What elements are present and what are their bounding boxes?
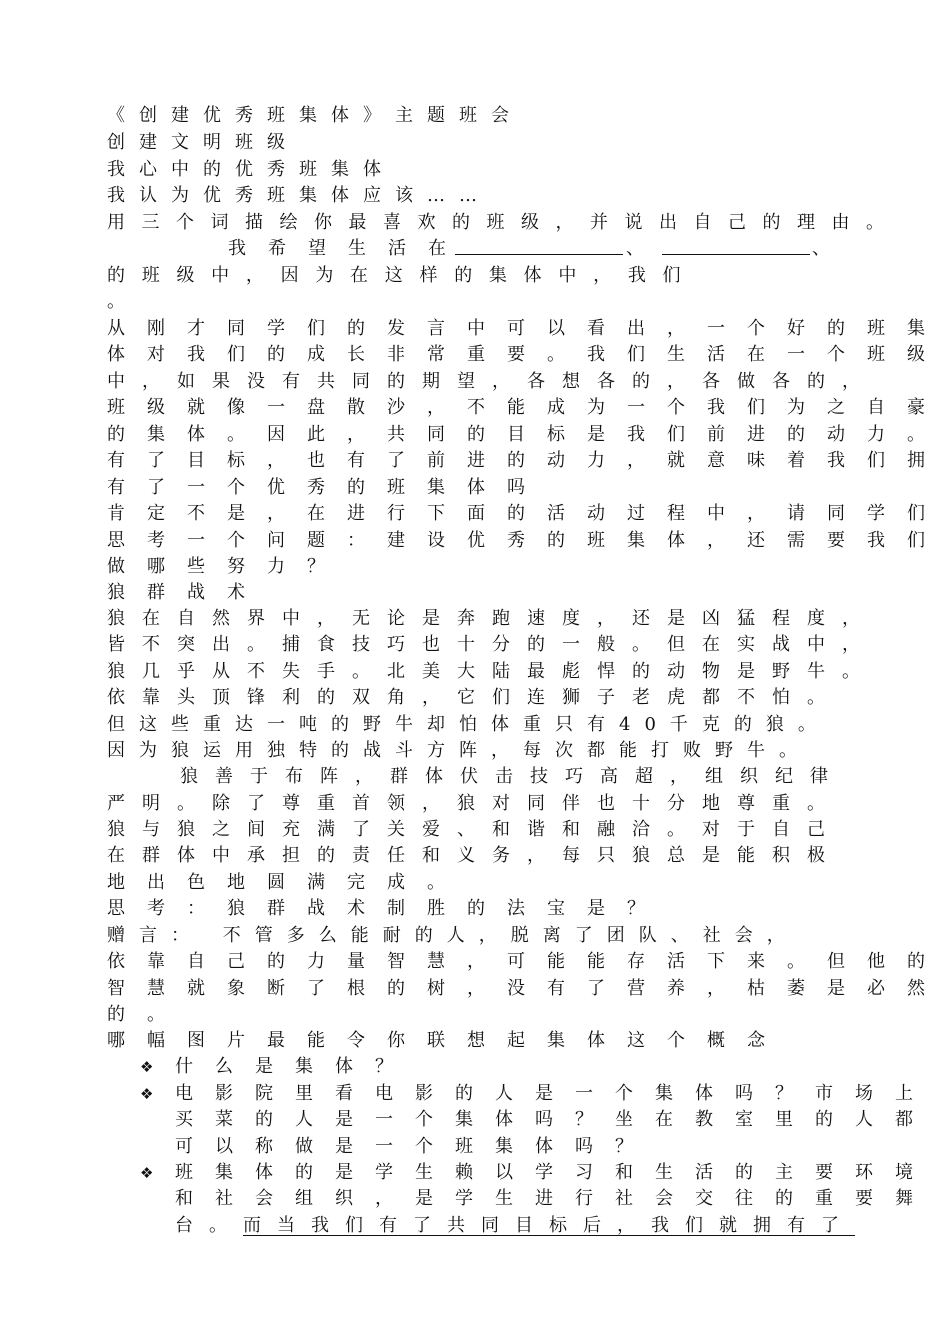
paragraph-line: 皆不突出。捕食技巧也十分的一般。但在实战中， [107, 634, 877, 655]
bullet-icon: ❖ [140, 1085, 154, 1103]
document-title: 《创建优秀班集体》主题班会 [107, 105, 523, 126]
question-line: 思考：狼群战术制胜的法宝是？ [107, 898, 667, 919]
paragraph-line: 思考一个问题：建设优秀的班集体，还需要我们 [107, 530, 947, 551]
paragraph-line: 体对我们的成长非常重要。我们生活在一个班级 [107, 344, 947, 365]
paragraph-line: 有了一个优秀的班集体吗 [107, 477, 547, 498]
paragraph-line: 地出色地圆满完成。 [107, 872, 467, 893]
paragraph-line: 肯定不是，在进行下面的活动过程中，请同学们 [107, 503, 947, 524]
paragraph-line: 有了目标，也有了前进的动力，就意味着我们拥 [107, 450, 947, 471]
paragraph-line: 狼几乎从不失手。北美大陆最彪悍的动物是野牛。 [107, 661, 877, 682]
paragraph-line: 中，如果没有共同的期望，各想各的，各做各的， [107, 371, 877, 392]
picture-prompt: 哪幅图片最能令你联想起集体这个概念 [107, 1030, 787, 1051]
paragraph-line: 狼在自然界中，无论是奔跑速度，还是凶猛程度， [107, 608, 877, 629]
text-line: 创建文明班级 [107, 132, 299, 153]
separator: 、 [626, 238, 658, 259]
bullet-icon: ❖ [140, 1058, 154, 1076]
bullet-line: 和社会组织，是学生进行社会交往的重要舞 [175, 1188, 935, 1209]
bullet-line: 电影院里看电影的人是一个集体吗？市场上 [175, 1083, 935, 1104]
bullet-line: 买菜的人是一个集体吗？坐在教室里的人都 [175, 1109, 935, 1130]
bullet-line: 什么是集体？ [175, 1056, 415, 1077]
fill-in-prefix: 我希望生活在 [228, 238, 468, 259]
gift-line: 依靠自己的力量智慧，可能能存活下来。但他的 [107, 951, 947, 972]
text-line: 的 班 级 中 ， 因 为 在 这 样 的 集 体 中 ， 我 们 [107, 265, 687, 286]
blank-1[interactable] [455, 236, 625, 262]
bullet-line-plain: 台。 [175, 1215, 243, 1236]
bullet-line [175, 1213, 855, 1239]
gift-line: 赠言： 不管多么能耐的人，脱离了团队、社会， [107, 925, 799, 946]
paragraph-line: 在群体中承担的责任和义务，每只狼总是能积极 [107, 845, 842, 866]
text-line: 用三个词描绘你最喜欢的班级，并说出自己的理由。 [107, 212, 901, 233]
bullet-line-underlined: 而当我们有了共同目标后，我们就拥有了 [243, 1215, 855, 1236]
paragraph-line: 的集体。因此，共同的目标是我们前进的动力。 [107, 424, 947, 445]
paragraph-line: 依靠头顶锋利的双角，它们连狮子老虎都不怕。 [107, 687, 842, 708]
paragraph-line: 但这些重达一吨的野牛却怕体重只有40千克的狼。 [107, 714, 830, 735]
paragraph-line: 班级就像一盘散沙，不能成为一个我们为之自豪 [107, 397, 947, 418]
blank-2[interactable] [662, 236, 812, 262]
text-line: 。 [107, 291, 139, 312]
paragraph-line: 因为狼运用独特的战斗方阵，每次都能打败野牛。 [107, 740, 811, 761]
gift-line: 智慧就象断了根的树，没有了营养，枯萎是必然 [107, 978, 947, 999]
bullet-icon: ❖ [140, 1164, 154, 1182]
bullet-line: 班集体的是学生赖以学习和生活的主要环境 [175, 1162, 935, 1183]
bullet-line: 可以称做是一个班集体吗？ [175, 1136, 655, 1157]
paragraph-line: 严明。除了尊重首领，狼对同伴也十分地尊重。 [107, 793, 842, 814]
section-heading: 狼群战术 [107, 582, 267, 603]
paragraph-line: 做哪些努力？ [107, 556, 347, 577]
paragraph-line: 狼善于布阵，群体伏击技巧高超，组织纪律 [180, 766, 845, 787]
text-line: 我认为优秀班集体应该…… [107, 185, 491, 206]
separator: 、 [812, 238, 844, 259]
gift-line: 的。 [107, 1004, 187, 1025]
text-line: 我心中的优秀班集体 [107, 159, 395, 180]
paragraph-line: 从刚才同学们的发言中可以看出，一个好的班集 [107, 318, 947, 339]
paragraph-line: 狼与狼之间充满了关爱、和谐和融洽。对于自己 [107, 819, 842, 840]
